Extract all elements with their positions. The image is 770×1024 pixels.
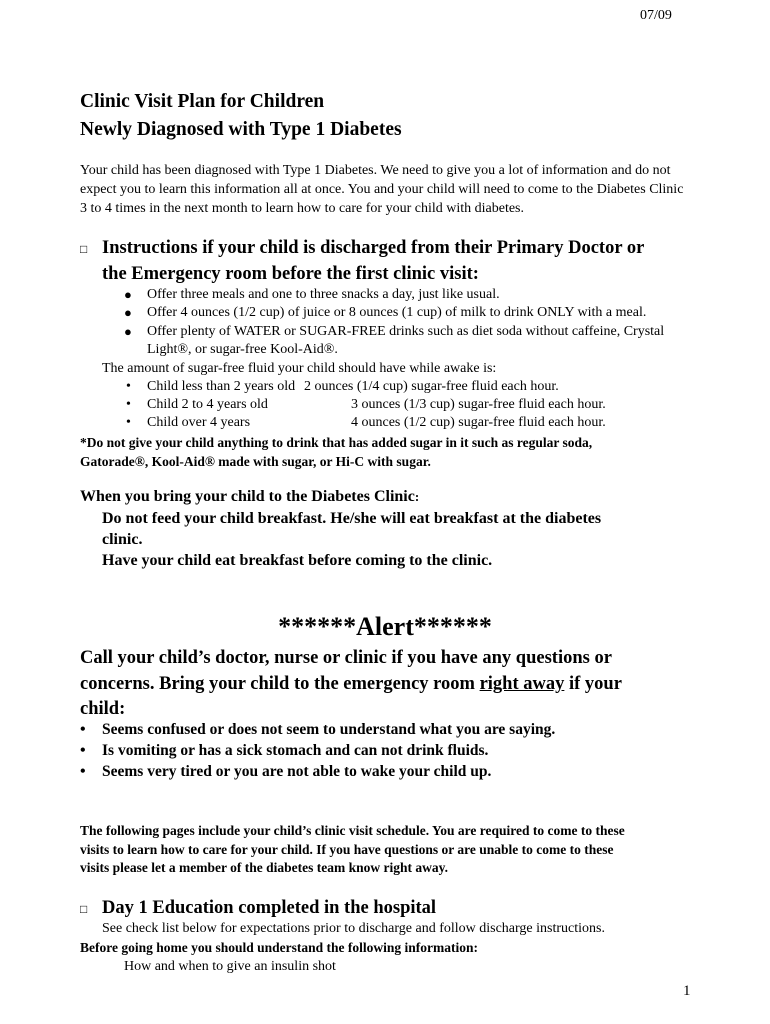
alert-bullet-icon: • bbox=[80, 763, 86, 780]
warning-line-1: *Do not give your child anything to drink that has added sugar in it such as regular soda, bbox=[80, 435, 593, 450]
alert-bullet-icon: • bbox=[80, 742, 86, 759]
clinic-line-2: clinic. bbox=[102, 531, 143, 548]
schedule-note-line-2: visits to learn how to care for your child. If you have questions or are unable to come to these bbox=[80, 842, 614, 857]
section2-line-1: See check list below for expectations prior to discharge and follow discharge instructions. bbox=[102, 921, 605, 936]
schedule-note-line-3: visits please let a member of the diabetes team know right away. bbox=[80, 860, 448, 875]
intro-line-2: expect you to learn this information all at once. You and your child will need to come to the Diabetes Clinic bbox=[80, 182, 684, 197]
alert-line-2-underlined: right away bbox=[479, 674, 565, 694]
alert-item-3: Seems very tired or you are not able to wake your child up. bbox=[102, 763, 492, 780]
bullet-icon: ● bbox=[124, 287, 132, 302]
small-bullet-icon: • bbox=[126, 397, 131, 412]
fluid-amount-3: 4 ounces (1/2 cup) sugar-free fluid each hour. bbox=[351, 415, 606, 430]
alert-stars-right: ****** bbox=[413, 612, 492, 641]
alert-stars-left: ****** bbox=[278, 612, 357, 641]
alert-word: Alert bbox=[356, 612, 414, 641]
intro-paragraph bbox=[80, 161, 745, 218]
clinic-heading bbox=[80, 488, 419, 506]
section1-bullet-1: Offer three meals and one to three snacks a day, just like usual. bbox=[147, 287, 500, 302]
section2-heading bbox=[80, 896, 436, 922]
small-bullet-icon: • bbox=[126, 415, 131, 430]
alert-heading bbox=[0, 612, 770, 642]
intro-line-1: Your child has been diagnosed with Type 1 Diabetes. We need to give you a lot of information and do not bbox=[80, 163, 671, 178]
clinic-line-1: Do not feed your child breakfast. He/she will eat breakfast at the diabetes bbox=[102, 510, 602, 527]
small-bullet-icon: • bbox=[126, 379, 131, 394]
document-date: 07/09 bbox=[640, 8, 672, 23]
alert-line-1: Call your child’s doctor, nurse or clinic if you have any questions or bbox=[80, 648, 612, 668]
bullet-icon: ● bbox=[124, 324, 132, 339]
clinic-heading-colon: : bbox=[414, 489, 420, 504]
warning-line-2: Gatorade®, Kool-Aid® made with sugar, or Hi-C with sugar. bbox=[80, 454, 431, 469]
section1-heading-line-2: the Emergency room before the first clinic visit: bbox=[102, 264, 479, 284]
alert-bullet-icon: • bbox=[80, 721, 86, 738]
section1-heading-line-1: Instructions if your child is discharged from their Primary Doctor or bbox=[102, 238, 645, 258]
section2-line-3: How and when to give an insulin shot bbox=[124, 959, 336, 974]
section2-line-2: Before going home you should understand the following information: bbox=[80, 940, 479, 955]
section1-bullet-3: Offer plenty of WATER or SUGAR-FREE drinks such as diet soda without caffeine, Crystal bbox=[147, 324, 665, 339]
clinic-line-3: Have your child eat breakfast before coming to the clinic. bbox=[102, 552, 493, 569]
intro-line-3: 3 to 4 times in the next month to learn how to care for your child with diabetes. bbox=[80, 201, 525, 216]
alert-item-2: Is vomiting or has a sick stomach and can not drink fluids. bbox=[102, 742, 489, 759]
alert-line-2 bbox=[80, 671, 622, 698]
fluid-amount-1: 2 ounces (1/4 cup) sugar-free fluid each hour. bbox=[304, 379, 559, 394]
section1-bullet-3-continued: Light®, or sugar-free Kool-Aid®. bbox=[147, 342, 338, 357]
fluid-age-3: Child over 4 years bbox=[147, 415, 251, 430]
alert-line-2-pre: concerns. Bring your child to the emergency room bbox=[80, 674, 480, 694]
alert-line-3: child: bbox=[80, 699, 126, 719]
title-line-1: Clinic Visit Plan for Children bbox=[80, 91, 325, 112]
title-line-2: Newly Diagnosed with Type 1 Diabetes bbox=[80, 119, 402, 140]
checkbox-icon[interactable]: □ bbox=[80, 902, 88, 916]
alert-item-1: Seems confused or does not seem to understand what you are saying. bbox=[102, 721, 556, 738]
section1-heading bbox=[80, 236, 644, 262]
clinic-heading-text: When you bring your child to the Diabetes Clinic bbox=[80, 488, 415, 505]
fluid-intro: The amount of sugar-free fluid your child should have while awake is: bbox=[102, 361, 497, 376]
alert-line-2-post: if your bbox=[564, 674, 622, 694]
fluid-amount-2: 3 ounces (1/3 cup) sugar-free fluid each hour. bbox=[351, 397, 606, 412]
schedule-note-line-1: The following pages include your child’s clinic visit schedule. You are required to come to these bbox=[80, 823, 625, 838]
fluid-age-2: Child 2 to 4 years old bbox=[147, 397, 268, 412]
bullet-icon: ● bbox=[124, 305, 132, 320]
document-title bbox=[80, 88, 402, 144]
section2-heading-text: Day 1 Education completed in the hospital bbox=[102, 898, 437, 918]
section1-bullet-2: Offer 4 ounces (1/2 cup) of juice or 8 ounces (1 cup) of milk to drink ONLY with a meal. bbox=[147, 305, 647, 320]
checkbox-icon[interactable]: □ bbox=[80, 242, 88, 256]
page-number: 1 bbox=[683, 983, 691, 999]
fluid-age-1: Child less than 2 years old bbox=[147, 379, 296, 394]
